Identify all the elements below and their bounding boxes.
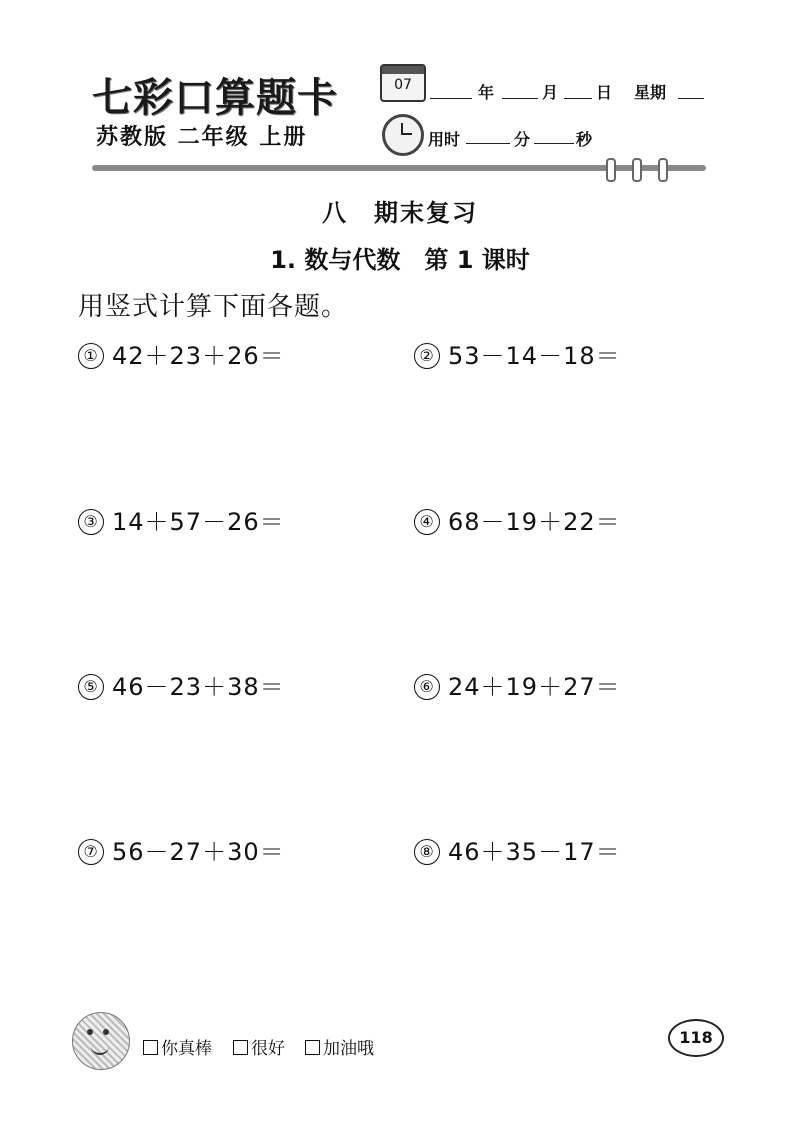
problem-number: ⑤ — [78, 674, 104, 700]
problem-expression: 56－27＋30＝ — [112, 838, 285, 866]
seconds-label: 秒 — [576, 130, 593, 149]
brand-logo: 七彩口算题卡 — [92, 74, 338, 121]
problem-5 — [78, 667, 285, 702]
problem-number: ① — [78, 343, 104, 369]
binding-ring-icon — [632, 158, 642, 182]
problem-expression: 24＋19＋27＝ — [448, 673, 621, 701]
clock-icon — [382, 114, 424, 156]
problem-number: ④ — [414, 509, 440, 535]
month-label: 月 — [542, 83, 559, 102]
edition-label: 苏教版 二年级 上册 — [96, 125, 308, 150]
calendar-date: 07 — [394, 77, 412, 93]
problem-number: ⑥ — [414, 674, 440, 700]
mascot-icon — [72, 1012, 130, 1070]
day-label: 日 — [596, 83, 613, 102]
problem-2 — [414, 336, 621, 371]
chapter-title: 八 期末复习 — [322, 199, 478, 227]
weekday-label: 星期 — [634, 83, 667, 102]
weekday-blank[interactable] — [678, 98, 704, 99]
page-number: 118 — [668, 1019, 724, 1057]
problem-number: ③ — [78, 509, 104, 535]
problem-number: ⑦ — [78, 839, 104, 865]
rating-label: 你真棒 — [161, 1039, 212, 1059]
minutes-blank[interactable] — [466, 143, 510, 144]
problem-expression: 42＋23＋26＝ — [112, 342, 285, 370]
checkbox-icon[interactable] — [143, 1040, 158, 1055]
year-label: 年 — [478, 83, 495, 102]
problem-3 — [78, 502, 285, 537]
lesson-title: 1. 数与代数 第 1 课时 — [270, 246, 530, 274]
problem-6 — [414, 667, 621, 702]
year-blank[interactable] — [430, 98, 472, 99]
time-used-label: 用时 — [428, 130, 461, 149]
problem-expression: 46＋35－17＝ — [448, 838, 621, 866]
rating-label: 加油哦 — [323, 1039, 374, 1059]
rating-label: 很好 — [251, 1039, 285, 1059]
seconds-blank[interactable] — [534, 143, 574, 144]
problem-expression: 53－14－18＝ — [448, 342, 621, 370]
problem-number: ② — [414, 343, 440, 369]
binding-ring-icon — [658, 158, 668, 182]
rating-option-keep-going[interactable] — [305, 1034, 374, 1059]
binding-ring-icon — [606, 158, 616, 182]
problem-8 — [414, 832, 621, 867]
instruction-text: 用竖式计算下面各题。 — [78, 292, 349, 322]
day-blank[interactable] — [564, 98, 592, 99]
month-blank[interactable] — [502, 98, 538, 99]
problem-7 — [78, 832, 285, 867]
problem-expression: 46－23＋38＝ — [112, 673, 285, 701]
minutes-label: 分 — [514, 130, 531, 149]
rating-option-good[interactable] — [233, 1034, 285, 1059]
checkbox-icon[interactable] — [305, 1040, 320, 1055]
problem-number: ⑧ — [414, 839, 440, 865]
problem-expression: 68－19＋22＝ — [448, 508, 621, 536]
problem-4 — [414, 502, 621, 537]
checkbox-icon[interactable] — [233, 1040, 248, 1055]
calendar-icon — [380, 64, 426, 102]
problem-1 — [78, 336, 285, 371]
rating-option-great[interactable] — [143, 1034, 212, 1059]
problem-expression: 14＋57－26＝ — [112, 508, 285, 536]
